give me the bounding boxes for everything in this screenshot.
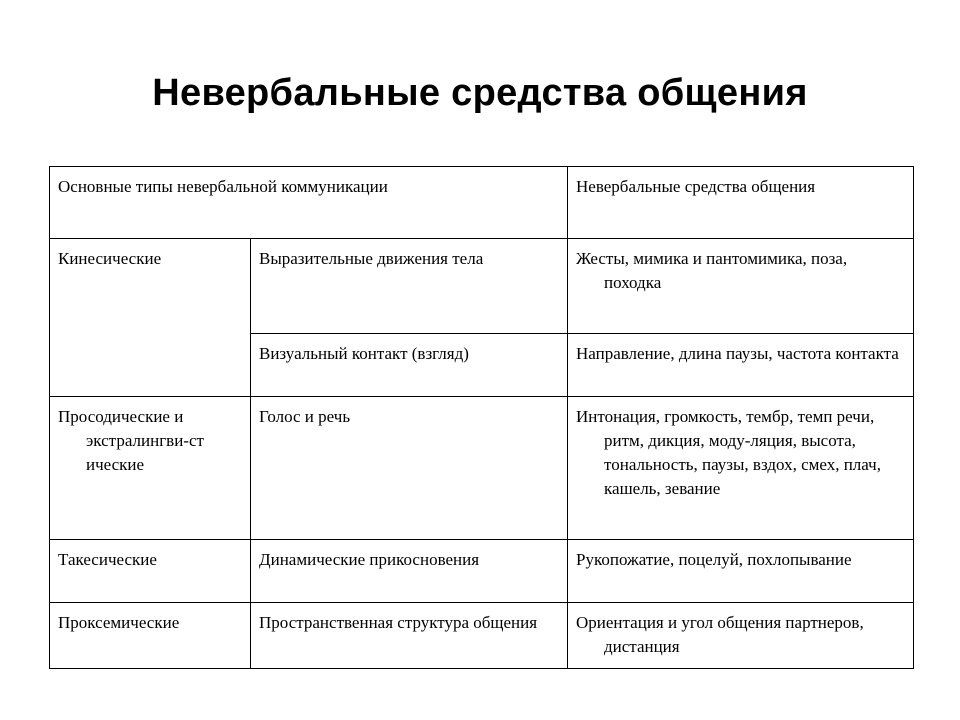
takesic-means: Рукопожатие, поцелуй, похлопывание bbox=[576, 550, 852, 569]
table-header-row bbox=[50, 167, 914, 239]
header-types: Основные типы невербальной коммуникации bbox=[58, 177, 388, 196]
takesic-type-cell bbox=[50, 540, 251, 603]
table-row bbox=[50, 397, 914, 540]
proxemic-type-cell bbox=[50, 603, 251, 669]
kinesic-sub-2: Визуальный контакт (взгляд) bbox=[259, 344, 469, 363]
kinesic-sub-1-cell bbox=[251, 239, 568, 334]
kinesic-means-2-cell bbox=[568, 334, 914, 397]
page-title: Невербальные средства общения bbox=[152, 72, 808, 114]
kinesic-means-2: Направление, длина паузы, частота контакта bbox=[576, 344, 899, 363]
proxemic-means: Ориентация и угол общения партнеров, дистанция bbox=[576, 613, 864, 656]
takesic-type: Такесические bbox=[58, 550, 157, 569]
proxemic-sub: Пространственная структура общения bbox=[259, 613, 538, 632]
prosodic-type-cell bbox=[50, 397, 251, 540]
proxemic-means-cell bbox=[568, 603, 914, 669]
prosodic-type: Просодические и экстралингви-ст ические bbox=[58, 407, 204, 474]
kinesic-means-1-cell bbox=[568, 239, 914, 334]
kinesic-sub-2-cell bbox=[251, 334, 568, 397]
prosodic-means: Интонация, громкость, тембр, темп речи, ритм, дикция, моду-ляция, высота, тональность, паузы, вздох, смех, плач, кашель, зевание bbox=[576, 407, 881, 498]
kinesic-type: Кинесические bbox=[58, 249, 162, 268]
takesic-means-cell bbox=[568, 540, 914, 603]
table-row bbox=[50, 540, 914, 603]
table-row bbox=[50, 603, 914, 669]
prosodic-sub-cell bbox=[251, 397, 568, 540]
prosodic-sub: Голос и речь bbox=[259, 407, 351, 426]
kinesic-means-1: Жесты, мимика и пантомимика, поза, походка bbox=[576, 249, 848, 292]
proxemic-sub-cell bbox=[251, 603, 568, 669]
table-row bbox=[50, 239, 914, 334]
header-types-cell bbox=[50, 167, 568, 239]
header-means-cell bbox=[568, 167, 914, 239]
takesic-sub: Динамические прикосновения bbox=[259, 550, 480, 569]
header-means: Невербальные средства общения bbox=[576, 177, 816, 196]
proxemic-type: Проксемические bbox=[58, 613, 180, 632]
takesic-sub-cell bbox=[251, 540, 568, 603]
prosodic-means-cell bbox=[568, 397, 914, 540]
kinesic-type-cell bbox=[50, 239, 251, 397]
nonverbal-table bbox=[49, 166, 914, 669]
kinesic-sub-1: Выразительные движения тела bbox=[259, 249, 484, 268]
